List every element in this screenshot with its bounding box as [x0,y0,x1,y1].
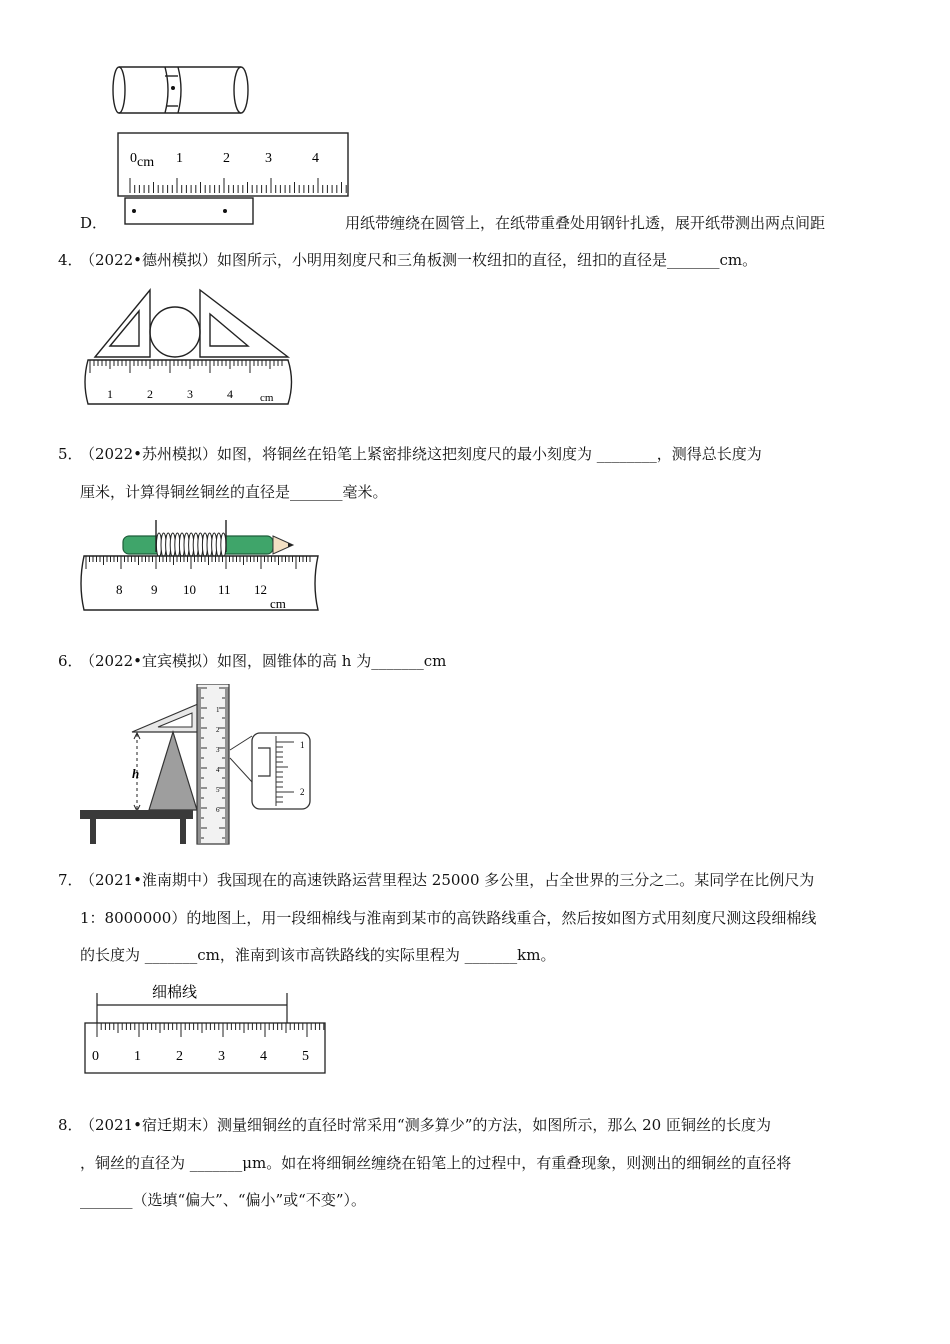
question-number: 4． [58,251,83,269]
ruler-tick-label: 6 [216,806,220,814]
table-leg [180,819,186,844]
ruler-tick-label: 4 [312,151,319,166]
question-number: 8． [58,1116,83,1134]
ruler-zero: 0 [130,151,137,166]
ruler-tick-label: 10 [183,582,196,597]
ruler-body [85,1023,325,1073]
button-ruler-figure [80,284,295,408]
copper-coil [156,533,226,557]
ruler-tick-label: 12 [254,582,267,597]
question-text-line: （2021•宿迁期末）测量细铜丝的直径时常采用“测多算少”的方法，如图所示，那么 20 匝铜丝的长度为 [80,1116,771,1134]
ruler-tick-label: 3 [187,387,193,401]
question-text: （2022•德州模拟）如图所示，小明用刻度尺和三角板测一枚纽扣的直径，纽扣的直径是_______cm。 [80,251,758,269]
cone-height-figure [80,684,315,846]
left-triangle-hole [110,311,139,346]
right-triangle [200,290,288,357]
ruler-unit: cm [137,155,155,170]
pencil-coil-figure [78,516,323,614]
ruler-tick-label: 9 [151,582,158,597]
pin-hole [132,209,136,213]
thread-ruler-figure [80,977,330,1077]
ruler-tick-label: 0 [92,1049,99,1064]
question-number: 6． [58,652,83,670]
ruler-tick-label: 3 [265,151,272,166]
paper-strip [125,198,253,224]
zoom-tick-label: 1 [300,740,305,750]
ruler-tick-label: 4 [227,387,233,401]
ruler-tick-label: 2 [223,151,230,166]
ruler-tick-label: 1 [216,706,220,714]
thread-label: 细棉线 [152,985,198,1001]
option-label: D． [80,214,108,232]
question-text-line: 的长度为 _______cm，淮南到该市高铁路线的实际里程为 _______km。 [80,946,556,964]
question-number: 5． [58,445,83,463]
question-text-line: 1：8000000）的地图上，用一段细棉线与淮南到某市的高铁路线重合，然后按如图方式用刻度尺测这段细棉线 [80,909,817,927]
ruler-tick-label: 5 [302,1049,309,1064]
question-text-line: （2021•淮南期中）我国现在的高速铁路运营里程达 25000 多公里，占全世界的三分之二。某同学在比例尺为 [80,871,815,889]
pin-hole [223,209,227,213]
table-leg [90,819,96,844]
ruler-tick-label: 1 [176,151,183,166]
ruler-tick-label: 2 [147,387,153,401]
h-label: h [132,766,140,781]
question-text-line: 厘米，计算得铜丝铜丝的直径是_______毫米。 [80,483,388,501]
ruler-tick-label: 11 [218,582,231,597]
ruler-unit: cm [260,392,274,404]
question-text-line: （2022•苏州模拟）如图，将铜丝在铅笔上紧密排绕这把刻度尺的最小刻度为 ________，测得总长度为 [80,445,762,463]
ruler-tick-label: 2 [176,1049,183,1064]
ruler-tick-label: 8 [116,582,123,597]
ruler-tick-label: 3 [216,746,220,754]
zoom-tick-label: 2 [300,787,305,797]
ruler-tick-label: 2 [216,726,220,734]
question-text: （2022•宜宾模拟）如图，圆锥体的高 h 为_______cm [80,652,447,670]
right-triangle-hole [210,314,248,346]
left-triangle [95,290,150,357]
question-text-line: ，铜丝的直径为 _______μm。如在将细铜丝缠绕在铅笔上的过程中，有重叠现象，则测出的细铜丝的直径将 [80,1154,792,1172]
ruler-tick-label: 4 [216,766,220,774]
ruler-tick-label: 4 [260,1049,267,1064]
pipe [113,67,248,113]
question-text-line: _______（选填“偏大”、“偏小”或“不变”）。 [80,1191,367,1209]
pipe-ruler-figure [110,60,350,230]
pin-hole [171,86,175,90]
ruler-tick-label: 5 [216,786,220,794]
ruler-ticks [90,360,282,373]
option-text: 用纸带缠绕在圆管上，在纸带重叠处用钢针扎透，展开纸带测出两点间距 [345,214,826,232]
question-number: 7． [58,871,83,889]
ruler-tick-label: 1 [134,1049,141,1064]
ruler-tick-label: 3 [218,1049,225,1064]
ruler-tick-label: 1 [107,387,113,401]
button-coin [150,307,200,357]
table-top [80,810,193,819]
ruler-unit: cm [270,596,286,611]
